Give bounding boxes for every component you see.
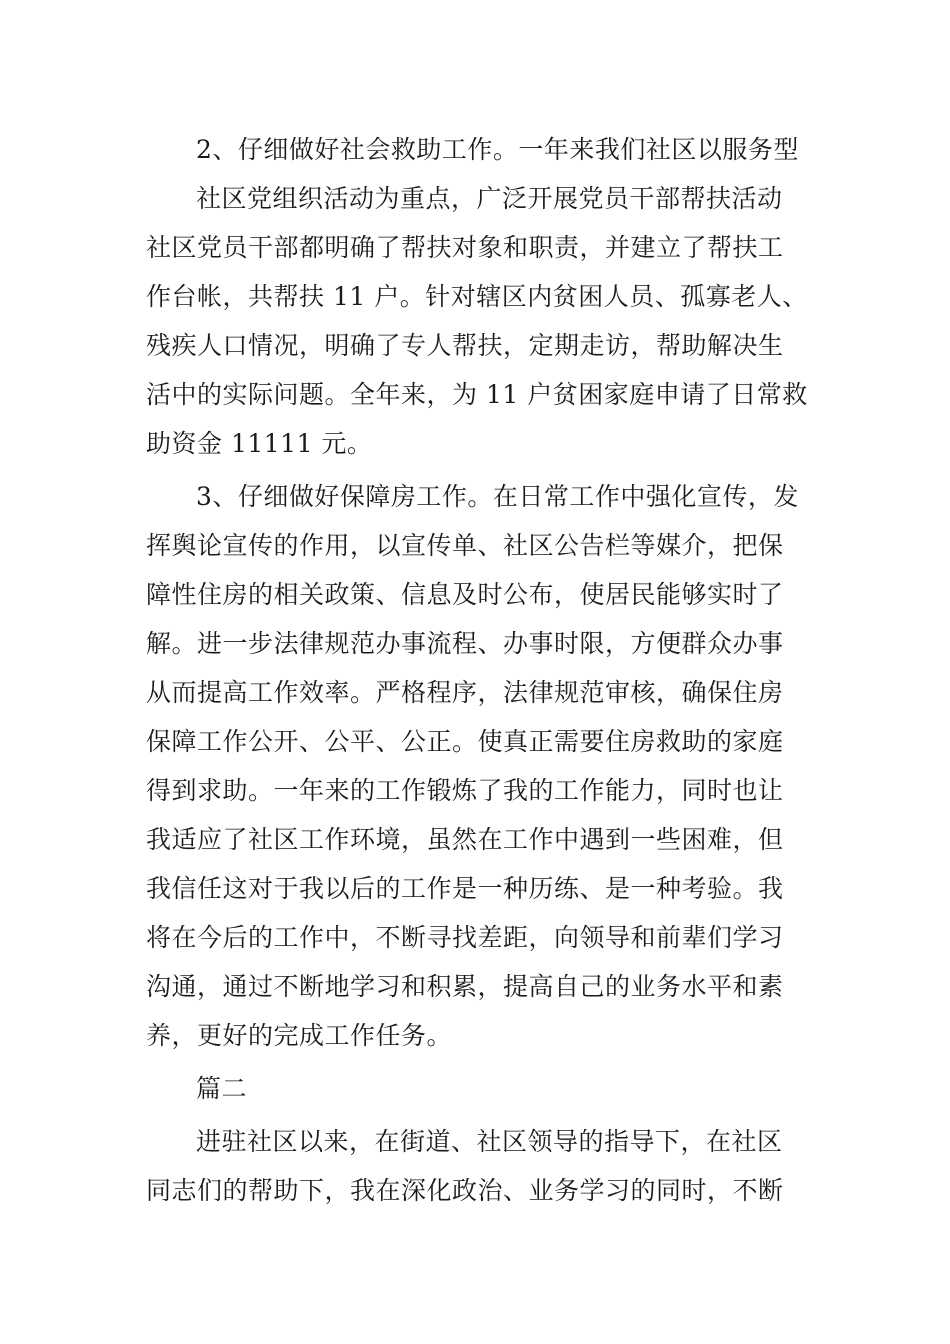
section-heading: 篇二: [196, 1074, 248, 1103]
text-line: 障性住房的相关政策、信息及时公布，使居民能够实时了: [146, 580, 784, 609]
text-line: 社区党组织活动为重点，广泛开展党员干部帮扶活动: [196, 184, 783, 213]
text-line: 挥舆论宣传的作用，以宣传单、社区公告栏等媒介，把保: [146, 531, 784, 560]
text-line: 养，更好的完成工作任务。: [146, 1021, 453, 1050]
text-line: 得到求助。一年来的工作锻炼了我的工作能力，同时也让: [146, 776, 784, 805]
text-line: 沟通，通过不断地学习和积累，提高自己的业务水平和素: [146, 972, 784, 1001]
text-line: 3、仔细做好保障房工作。在日常工作中强化宣传，发: [196, 482, 799, 511]
text-line: 从而提高工作效率。严格程序，法律规范审核，确保住房: [146, 678, 784, 707]
text-line: 进驻社区以来，在街道、社区领导的指导下，在社区: [196, 1127, 783, 1156]
text-line: 活中的实际问题。全年来，为 11 户贫困家庭申请了日常救: [146, 380, 808, 409]
text-line: 将在今后的工作中，不断寻找差距，向领导和前辈们学习: [146, 923, 784, 952]
text-line: 社区党员干部都明确了帮扶对象和职责，并建立了帮扶工: [146, 233, 784, 262]
text-line: 同志们的帮助下，我在深化政治、业务学习的同时，不断: [146, 1176, 784, 1205]
text-line: 保障工作公开、公平、公正。使真正需要住房救助的家庭: [146, 727, 784, 756]
text-line: 残疾人口情况，明确了专人帮扶，定期走访，帮助解决生: [146, 331, 784, 360]
text-line: 我信任这对于我以后的工作是一种历练、是一种考验。我: [146, 874, 784, 903]
text-line: 我适应了社区工作环境，虽然在工作中遇到一些困难，但: [146, 825, 784, 854]
text-line: 2、仔细做好社会救助工作。一年来我们社区以服务型: [196, 135, 799, 164]
text-line: 助资金 11111 元。: [146, 429, 373, 458]
text-line: 解。进一步法律规范办事流程、办事时限，方便群众办事: [146, 629, 784, 658]
text-line: 作台帐，共帮扶 11 户。针对辖区内贫困人员、孤寡老人、: [146, 282, 808, 311]
